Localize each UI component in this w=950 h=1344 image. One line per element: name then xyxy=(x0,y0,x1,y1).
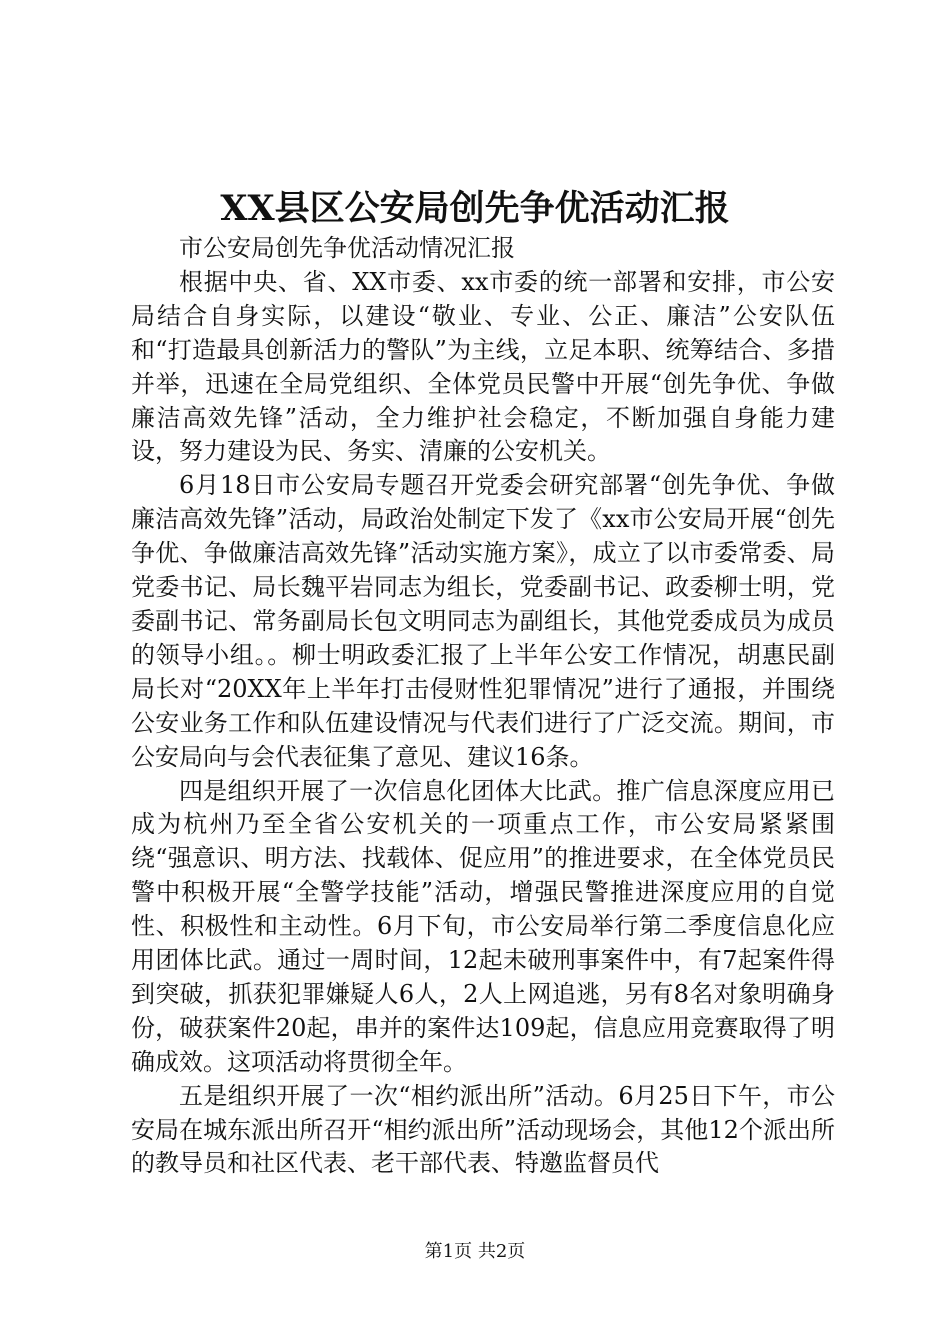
paragraph-4: 五是组织开展了一次“相约派出所”活动。6月25日下午，市公安局在城东派出所召开“相约派出所”活动现场会，其他12个派出所的教导员和社区代表、老干部代表、特邀监督员代 xyxy=(131,1081,835,1178)
document-body xyxy=(131,232,835,1181)
document-title: XX县区公安局创先争优活动汇报 xyxy=(220,188,730,229)
paragraph-1: 根据中央、省、XX市委、xx市委的统一部署和安排，市公安局结合自身实际，以建设“敬业、专业、公正、廉洁”公安队伍和“打造最具创新活力的警队”为主线，立足本职、统筹结合、多措并举，迅速在全局党组织、全体党员民警中开展“创先争优、争做廉洁高效先锋”活动，全力维护社会稳定，不断加强自身能力建设，努力建设为民、务实、清廉的公安机关。 xyxy=(131,267,835,466)
document-subtitle: 市公安局创先争优活动情况汇报 xyxy=(179,234,515,262)
page-footer: 第1页 共2页 xyxy=(424,1241,526,1262)
paragraph-3: 四是组织开展了一次信息化团体大比武。推广信息深度应用已成为杭州乃至全省公安机关的一项重点工作，市公安局紧紧围绕“强意识、明方法、找载体、促应用”的推进要求，在全体党员民警中积极开展“全警学技能”活动，增强民警推进深度应用的自觉性、积极性和主动性。6月下旬，市公安局举行第二季度信息化应用团体比武。通过一周时间，12起未破刑事案件中，有7起案件得到突破，抓获犯罪嫌疑人6人，2人上网追逃，另有8名对象明确身份，破获案件20起，串并的案件达109起，信息应用竞赛取得了明确成效。这项活动将贯彻全年。 xyxy=(131,776,835,1076)
paragraph-2: 6月18日市公安局专题召开党委会研究部署“创先争优、争做廉洁高效先锋”活动，局政治处制定下发了《xx市公安局开展“创先争优、争做廉洁高效先锋”活动实施方案》，成立了以市委常委、局党委书记、局长魏平岩同志为组长，党委副书记、政委柳士明，党委副书记、常务副局长包文明同志为副组长，其他党委成员为成员的领导小组。。柳士明政委汇报了上半年公安工作情况，胡惠民副局长对“20XX年上半年打击侵财性犯罪情况”进行了通报，并围绕公安业务工作和队伍建设情况与代表们进行了广泛交流。期间，市公安局向与会代表征集了意见、建议16条。 xyxy=(131,471,835,771)
